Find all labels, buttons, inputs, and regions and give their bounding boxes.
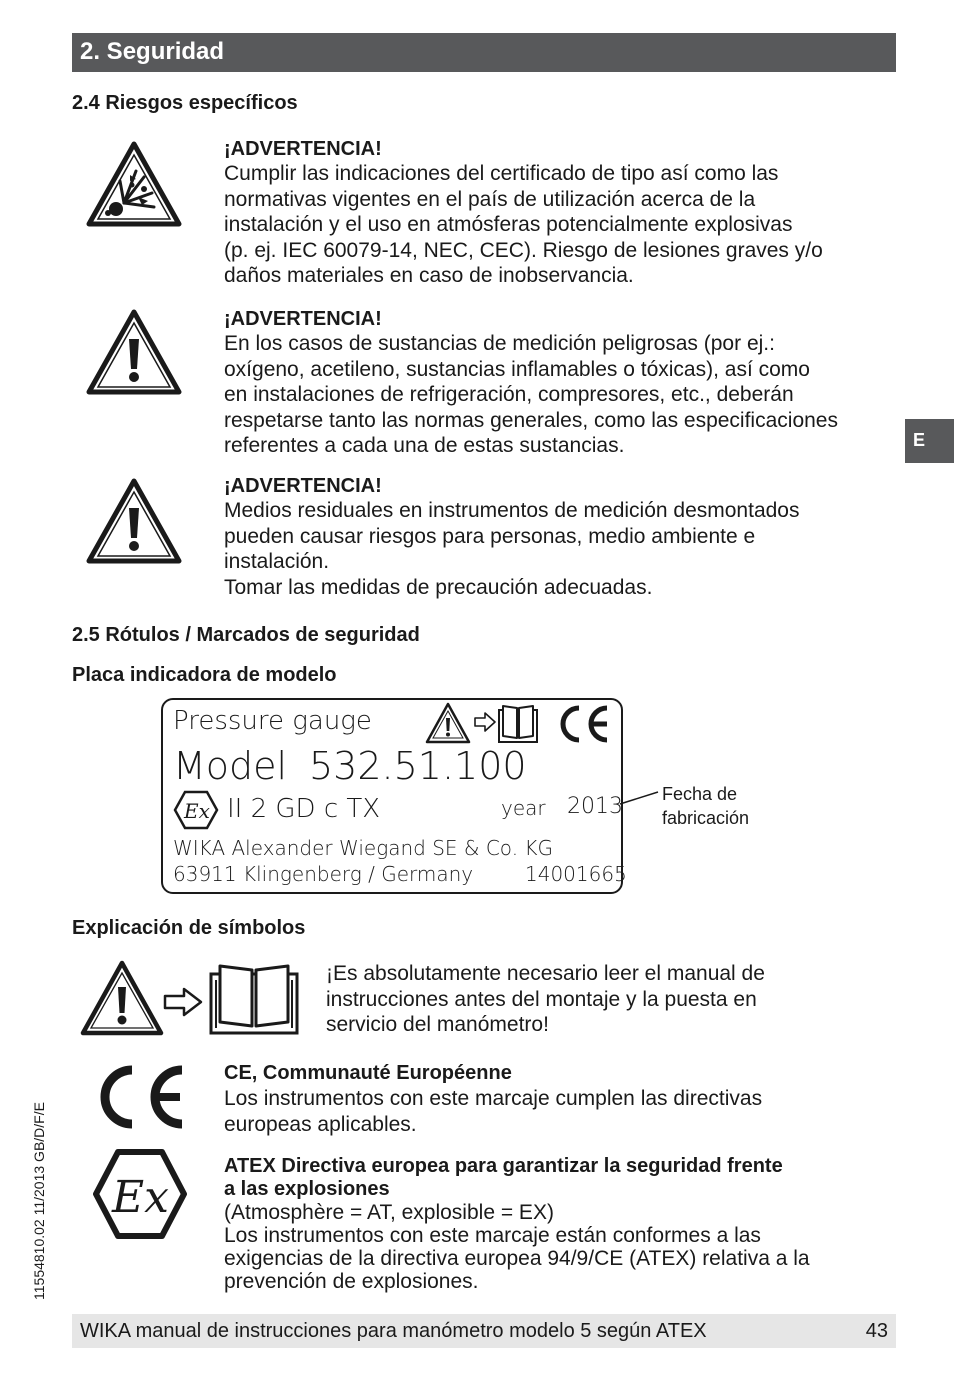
symbol-ce-line: Los instrumentos con este marcaje cumplen las directivas	[224, 1087, 763, 1110]
plate-serial: 14001665	[525, 862, 627, 886]
heading-2-4: 2.4 Riesgos específicos	[72, 92, 298, 114]
warning-2-text	[224, 331, 838, 459]
plate-model-label: Model	[173, 744, 288, 788]
language-tab	[905, 419, 954, 463]
heading-2-5: 2.5 Rótulos / Marcados de seguridad	[72, 624, 420, 646]
arrow-right-icon	[162, 986, 204, 1018]
symbol-ce-line: europeas aplicables.	[224, 1112, 417, 1136]
warning-triangle-icon	[80, 960, 164, 1036]
manual-book-icon	[208, 960, 300, 1036]
callout-line-text: fabricación	[662, 808, 750, 828]
warning-3-text	[224, 498, 799, 600]
plate-ex-icon	[173, 790, 219, 830]
document-code: 11554810.02 11/2013 GB/D/F/E	[31, 1102, 47, 1300]
warning-3-line: pueden causar riesgos para personas, medio ambiente e	[224, 524, 756, 548]
symbol-ce-text	[224, 1086, 762, 1137]
plate-ce-icon	[555, 704, 611, 744]
plate-manufacturer: WIKA Alexander Wiegand SE & Co. KG	[173, 836, 554, 860]
symbol-ce-title: CE, Communauté Européenne	[224, 1062, 512, 1084]
symbol-manual-line: ¡Es absolutamente necesario leer el manual de	[326, 962, 765, 985]
plate-address: 63911 Klingenberg / Germany	[173, 862, 474, 886]
ex-atex-icon	[92, 1148, 188, 1240]
warning-2-line: referentes a cada una de estas sustancias.	[224, 434, 625, 457]
symbol-ex-text	[224, 1201, 810, 1293]
plate-model-number: 532.51.100	[309, 744, 527, 788]
symbol-ex-title-line: ATEX Directiva europea para garantizar la seguridad frente	[224, 1155, 783, 1177]
symbol-manual-line: instrucciones antes del montaje y la puesta en	[326, 987, 757, 1011]
symbol-ex-title	[224, 1155, 783, 1201]
warning-2-line: En los casos de sustancias de medición peligrosas (por ej.:	[224, 332, 775, 355]
heading-plate: Placa indicadora de modelo	[72, 664, 337, 686]
warning-3-line: instalación.	[224, 550, 330, 573]
callout-line-text: Fecha de	[662, 784, 738, 804]
general-warning-icon	[86, 478, 182, 564]
warning-1-title: ¡ADVERTENCIA!	[224, 138, 382, 160]
plate-arrow-icon	[473, 712, 497, 732]
warning-3-line: Medios residuales en instrumentos de medición desmontados	[224, 499, 800, 522]
section-title: 2. Seguridad	[80, 38, 225, 65]
plate-marking: II 2 GD c TX	[227, 794, 381, 824]
warning-2-title: ¡ADVERTENCIA!	[224, 308, 382, 330]
plate-warning-icon	[425, 702, 471, 744]
callout-line	[618, 788, 662, 808]
symbol-manual-line: servicio del manómetro!	[326, 1013, 549, 1036]
symbol-ex-line: Los instrumentos con este marcaje están conformes a las	[224, 1224, 761, 1247]
warning-1-line: normativas vigentes en el país de utilización acerca de la	[224, 187, 756, 211]
symbol-ex-line: exigencias de la directiva europea 94/9/CE (ATEX) relativa a la	[224, 1247, 810, 1270]
ce-mark-icon	[92, 1064, 188, 1130]
explosion-warning-icon	[86, 141, 182, 227]
symbol-ex-line: (Atmosphère = AT, explosible = EX)	[224, 1201, 554, 1224]
language-tab-label: E	[913, 430, 926, 450]
symbol-ex-line: prevención de explosiones.	[224, 1270, 479, 1293]
plate-year-value: 2013	[567, 794, 623, 819]
svg-text:Ex: Ex	[112, 1172, 169, 1223]
warning-1-line: Cumplir las indicaciones del certificado de tipo así como las	[224, 162, 779, 185]
warning-2-line: respetarse tanto las normas generales, como las especificaciones	[224, 408, 838, 432]
section-header	[72, 33, 896, 72]
manufacture-date-callout	[662, 782, 749, 830]
warning-1-line: instalación y el uso en atmósferas potencialmente explosivas	[224, 213, 793, 236]
type-plate	[161, 698, 627, 894]
footer-text: WIKA manual de instrucciones para manómetro modelo 5 según ATEX	[80, 1320, 707, 1342]
warning-2-line: oxígeno, acetileno, sustancias inflamables o tóxicas), así como	[224, 357, 810, 381]
plate-product: Pressure gauge	[173, 706, 372, 736]
warning-3-title: ¡ADVERTENCIA!	[224, 475, 382, 497]
svg-text:Ex: Ex	[184, 799, 210, 823]
page-number: 43	[865, 1320, 888, 1342]
warning-1-text	[224, 161, 823, 289]
heading-symbols: Explicación de símbolos	[72, 917, 306, 939]
general-warning-icon	[86, 309, 182, 395]
plate-manual-icon	[497, 702, 539, 744]
symbol-ex-title-line: a las explosiones	[224, 1178, 390, 1200]
plate-year-label: year	[501, 796, 546, 820]
page-footer	[72, 1314, 896, 1348]
warning-1-line: daños materiales en caso de inobservancia.	[224, 264, 634, 287]
symbol-manual-text	[326, 961, 765, 1038]
warning-1-line: (p. ej. IEC 60079-14, NEC, CEC). Riesgo de lesiones graves y/o	[224, 238, 823, 262]
warning-3-line: Tomar las medidas de precaución adecuadas.	[224, 575, 653, 599]
warning-2-line: en instalaciones de refrigeración, compresores, etc., deberán	[224, 383, 794, 406]
